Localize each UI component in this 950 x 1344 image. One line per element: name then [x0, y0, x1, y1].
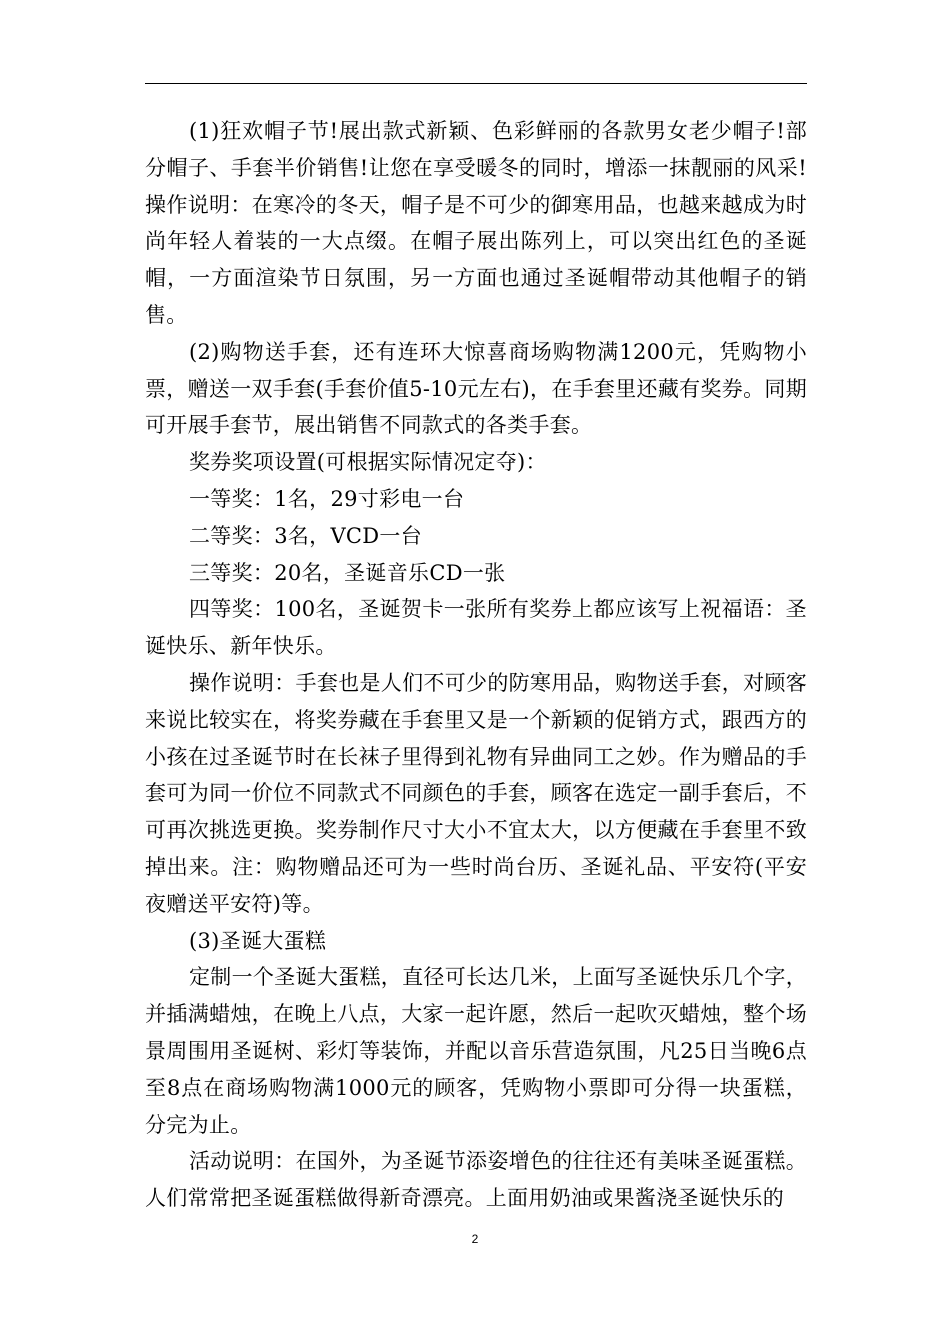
paragraph-hats-festival: (1)狂欢帽子节!展出款式新颖、色彩鲜丽的各款男女老少帽子!部分帽子、手套半价销售!让您在享受暖冬的同时，增添一抹靓丽的风采!操作说明：在寒冷的冬天，帽子是不可少的御寒用品，也越来越成为时尚年轻人着装的一大点缀。在帽子展出陈列上，可以突出红色的圣诞帽，一方面渲染节日氛围，另一方面也通过圣诞帽带动其他帽子的销售。 — [145, 119, 807, 327]
paragraph-fourth-prize: 四等奖：100名，圣诞贺卡一张所有奖券上都应该写上祝福语：圣诞快乐、新年快乐。 — [145, 597, 807, 659]
paragraph-third-prize: 三等奖：20名，圣诞音乐CD一张 — [189, 560, 506, 585]
paragraph-first-prize: 一等奖：1名，29寸彩电一台 — [189, 486, 465, 511]
header-rule — [145, 83, 807, 84]
document-body — [145, 113, 807, 1217]
paragraph-cake-heading: (3)圣诞大蛋糕 — [189, 928, 327, 953]
paragraph-gloves-gift: (2)购物送手套，还有连环大惊喜商场购物满1200元，凭购物小票，赠送一双手套(手套价值5-10元左右)，在手套里还藏有奖券。同期可开展手套节，展出销售不同款式的各类手套。 — [145, 339, 807, 438]
paragraph-prize-settings: 奖券奖项设置(可根据实际情况定夺)： — [189, 450, 547, 475]
paragraph-gloves-operation: 操作说明：手套也是人们不可少的防寒用品，购物送手套，对顾客来说比较实在，将奖券藏在手套里又是一个新颖的促销方式，跟西方的小孩在过圣诞节时在长袜子里得到礼物有异曲同工之妙。作为赠品的手套可为同一价位不同款式不同颜色的手套，顾客在选定一副手套后，不可再次挑选更换。奖券制作尺寸大小不宜太大，以方便藏在手套里不致掉出来。注：购物赠品还可为一些时尚台历、圣诞礼品、平安符(平安夜赠送平安符)等。 — [145, 670, 807, 916]
paragraph-cake-activity: 活动说明：在国外，为圣诞节添姿增色的往往还有美味圣诞蛋糕。人们常常把圣诞蛋糕做得新奇漂亮。上面用奶油或果酱浇圣诞快乐的 — [145, 1149, 807, 1211]
paragraph-second-prize: 二等奖：3名，VCD一台 — [189, 523, 423, 548]
page-number: 2 — [471, 1232, 479, 1246]
paragraph-cake-description: 定制一个圣诞大蛋糕，直径可长达几米，上面写圣诞快乐几个字，并插满蜡烛，在晚上八点，大家一起许愿，然后一起吹灭蜡烛，整个场景周围用圣诞树、彩灯等装饰，并配以音乐营造氛围，凡25日当晚6点至8点在商场购物满1000元的顾客，凭购物小票即可分得一块蛋糕，分完为止。 — [145, 965, 807, 1137]
